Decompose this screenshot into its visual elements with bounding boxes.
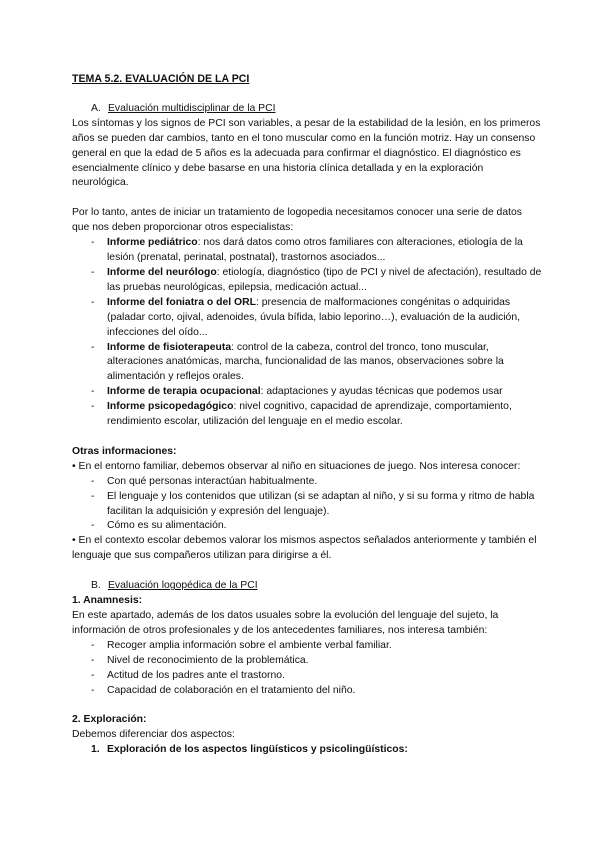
family-context-paragraph: • En el entorno familiar, debemos observar al niño en situaciones de juego. Nos interesa conocer: [72, 460, 521, 472]
list-item: - Informe psicopedagógico: nivel cognitivo, capacidad de aprendizaje, comportamiento, rendimiento escolar, utilización del lenguaje en el medio escolar. [72, 400, 542, 430]
exploration-heading: 2. Exploración: [72, 714, 147, 726]
reports-list [72, 236, 542, 430]
exploration-paragraph: Debemos diferenciar dos aspectos: [72, 729, 235, 741]
section-b-heading [91, 579, 542, 594]
page-title: TEMA 5.2. EVALUACIÓN DE LA PCI [72, 73, 250, 85]
other-info-heading: Otras informaciones: [72, 445, 177, 457]
intro-paragraph: Los síntomas y los signos de PCI son variables, a pesar de la estabilidad de la lesión, en los primeros años se pueden dar cambios, tanto en el tono muscular como en la función motriz. Hay un consenso general en que la edad de 5 años es la adecuada para confirmar el diagnóstico. El diagnóstico es esencialmente clínico y debe basarse en una historia clínica detallada y en la exploración neurológica. [72, 117, 541, 189]
school-context-paragraph: • En el contexto escolar debemos valorar los mismos aspectos señalados anteriormente y también el lenguaje que sus compañeros utilizan para dirigirse a él. [72, 535, 537, 562]
list-item: - Cómo es su alimentación. [72, 519, 542, 534]
item-number: 1. [91, 744, 100, 756]
list-item: - Recoger amplia información sobre el ambiente verbal familiar. [72, 639, 542, 654]
section-b-letter: B. [91, 580, 101, 592]
list-item: - Capacidad de colaboración en el tratamiento del niño. [72, 684, 542, 699]
list-item: - El lenguaje y los contenidos que utilizan (si se adaptan al niño, y si su forma y ritmo de habla facilitan la adquisición y expresión del lenguaje). [72, 490, 542, 520]
anamnesis-list [72, 639, 542, 699]
list-item: - Informe pediátrico: nos dará datos como otros familiares con alteraciones, etiología de la lesión (prenatal, perinatal, postnatal), trastornos asociados... [72, 236, 542, 266]
section-b-title: Evaluación logopédica de la PCI [108, 580, 258, 592]
section-a-title: Evaluación multidisciplinar de la PCI [108, 102, 276, 114]
anamnesis-heading: 1. Anamnesis: [72, 595, 143, 607]
list-item: - Informe del neurólogo: etiología, diagnóstico (tipo de PCI y nivel de afectación), resultado de las pruebas neurológicas, epilepsia, medicación actual... [72, 266, 542, 296]
document-page [72, 72, 542, 758]
anamnesis-paragraph: En este apartado, además de los datos usuales sobre la evolución del lenguaje del sujeto, la información de otros profesionales y de los antecedentes familiares, nos interesa también: [72, 610, 499, 636]
item-text: Exploración de los aspectos lingüísticos y psicolingüísticos: [107, 744, 408, 756]
list-item: - Informe de terapia ocupacional: adaptaciones y ayudas técnicas que podemos usar [72, 385, 542, 400]
list-item: - Nivel de reconocimiento de la problemática. [72, 654, 542, 669]
family-context-list [72, 475, 542, 535]
exploration-numbered-item [72, 743, 542, 758]
section-a-letter: A. [91, 102, 101, 114]
list-item: - Informe de fisioterapeuta: control de la cabeza, control del tronco, tono muscular, alteraciones anatómicas, marcha, funcionalidad de las manos, observaciones sobre la alimentación y reflejos orales. [72, 341, 542, 386]
list-item: - Con qué personas interactúan habitualmente. [72, 475, 542, 490]
list-item: - Actitud de los padres ante el trastorno. [72, 669, 542, 684]
reports-intro-paragraph: Por lo tanto, antes de iniciar un tratamiento de logopedia necesitamos conocer una serie de datos que nos deben proporcionar otros especialistas: [72, 207, 522, 234]
section-a-heading [91, 102, 542, 117]
list-item: - Informe del foniatra o del ORL: presencia de malformaciones congénitas o adquiridas (paladar corto, ojival, adenoides, úvula bífida, labio leporino…), evaluación de la audición, infecciones del oído... [72, 296, 542, 341]
